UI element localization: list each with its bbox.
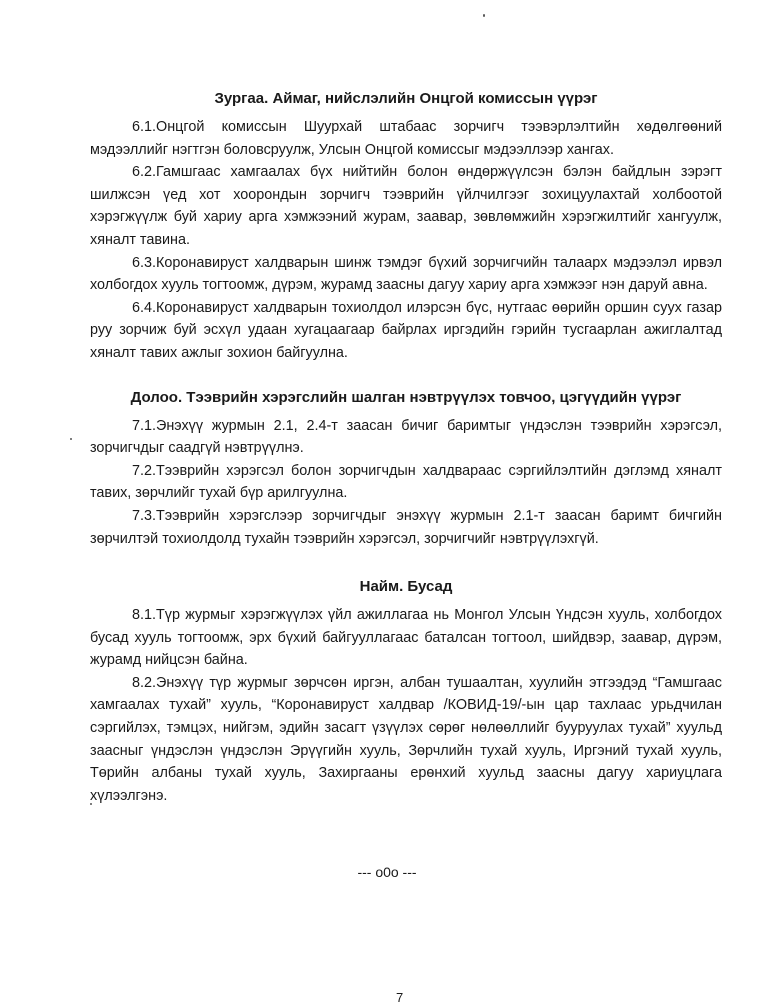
page-number: 7 [396, 990, 404, 1005]
section-heading: Долоо. Тээврийн хэрэгслийн шалган нэвтрүүлэх товчоо, цэгүүдийн үүрэг [130, 388, 682, 406]
paragraph: 6.3.Коронавируст халдварын шинж тэмдэг бүхий зорчигчийн талаарх мэдээлэл ирвэл холбогдох хууль тогтоомж, дүрэм, журамд заасны дагуу хариу арга хэмжээг нэн даруй авна. [90, 254, 722, 294]
paragraph: 7.1.Энэхүү журмын 2.1, 2.4-т заасан бичиг баримтыг үндэслэн тээврийн хэрэгсэл, зорчигчдыг саадгүй нэвтрүүлнэ. [90, 417, 722, 457]
end-mark: --- o0o --- [357, 864, 417, 880]
document-body [90, 88, 722, 807]
paragraph: 6.2.Гамшгаас хамгаалах бүх нийтийн болон өндөржүүлсэн бэлэн байдлын зэрэгт шилжсэн үед хот хоорондын зорчигч тээврийн үйлчилгээг зохицуулахтай холбоотой хэрэгжүүлж буй хариу арга хэмжээний журам, заавар, зөвлөмжийн хэрэгжилтийг хангуулж, хяналт тавина. [90, 164, 722, 248]
paragraph: 7.2.Тээврийн хэрэгсэл болон зорчигчдын халдвараас сэргийлэлтийн дэглэмд хяналт тавих, зөрчлийг тухай бүр арилгуулна. [90, 462, 722, 502]
paragraph: 8.1.Түр журмыг хэрэгжүүлэх үйл ажиллагаа нь Монгол Улсын Үндсэн хууль, холбогдох бусад хууль тогтоомж, эрх бүхий байгууллагаас баталсан тогтоол, шийдвэр, заавар, дүрэм, журамд нийцсэн байна. [90, 607, 722, 669]
section-heading: Найм. Бусад [359, 578, 453, 596]
section-heading: Зургаа. Аймаг, нийслэлийн Онцгой комиссын үүрэг [214, 90, 598, 107]
paragraph: 6.1.Онцгой комиссын Шуурхай штабаас зорчигч тээвэрлэлтийн хөдөлгөөний мэдээллийг нэгтгэн боловсруулж, Улсын Онцгой комиссыг мэдээллээр хангах. [90, 119, 722, 158]
paragraph: 8.2.Энэхүү түр журмыг зөрчсөн иргэн, албан тушаалтан, хуулийн этгээдэд “Гамшгаас хамгаалах тухай” хууль, “Коронавируст халдвар /КОВИД-19/-ын цар тахлаас урьдчилан сэргийлэх, тэмцэх, нийгэм, эдийн засагт үзүүлэх сөрөг нөлөөллийг бууруулах тухай” хуульд заасныг үндэслэн үндэслэн Эрүүгийн хууль, Зөрчлийн тухай хууль, Иргэний тухай хууль, Төрийн албаны тухай хууль, Захиргааны ерөнхий хуульд заасны дагуу хариуцлага хүлээлгэнэ. [90, 674, 722, 804]
paragraph: 7.3.Тээврийн хэрэгслээр зорчигчдыг энэхүү журмын 2.1-т заасан баримт бичгийн зөрчилтэй тохиолдолд тухайн тээврийн хэрэгсэл, зорчигчийг нэвтрүүлэхгүй. [90, 507, 722, 547]
scan-speck [483, 14, 485, 17]
scan-speck [70, 438, 72, 440]
paragraph: 6.4.Коронавируст халдварын тохиолдол илэрсэн бүс, нутгаас өөрийн оршин суух газар руу зорчиж буй эсхүл удаан хугацаагаар байрлах иргэдийн гэрийн тусгаарлан ажиглалтад хяналт тавих ажлыг зохион байгуулна. [90, 299, 722, 361]
